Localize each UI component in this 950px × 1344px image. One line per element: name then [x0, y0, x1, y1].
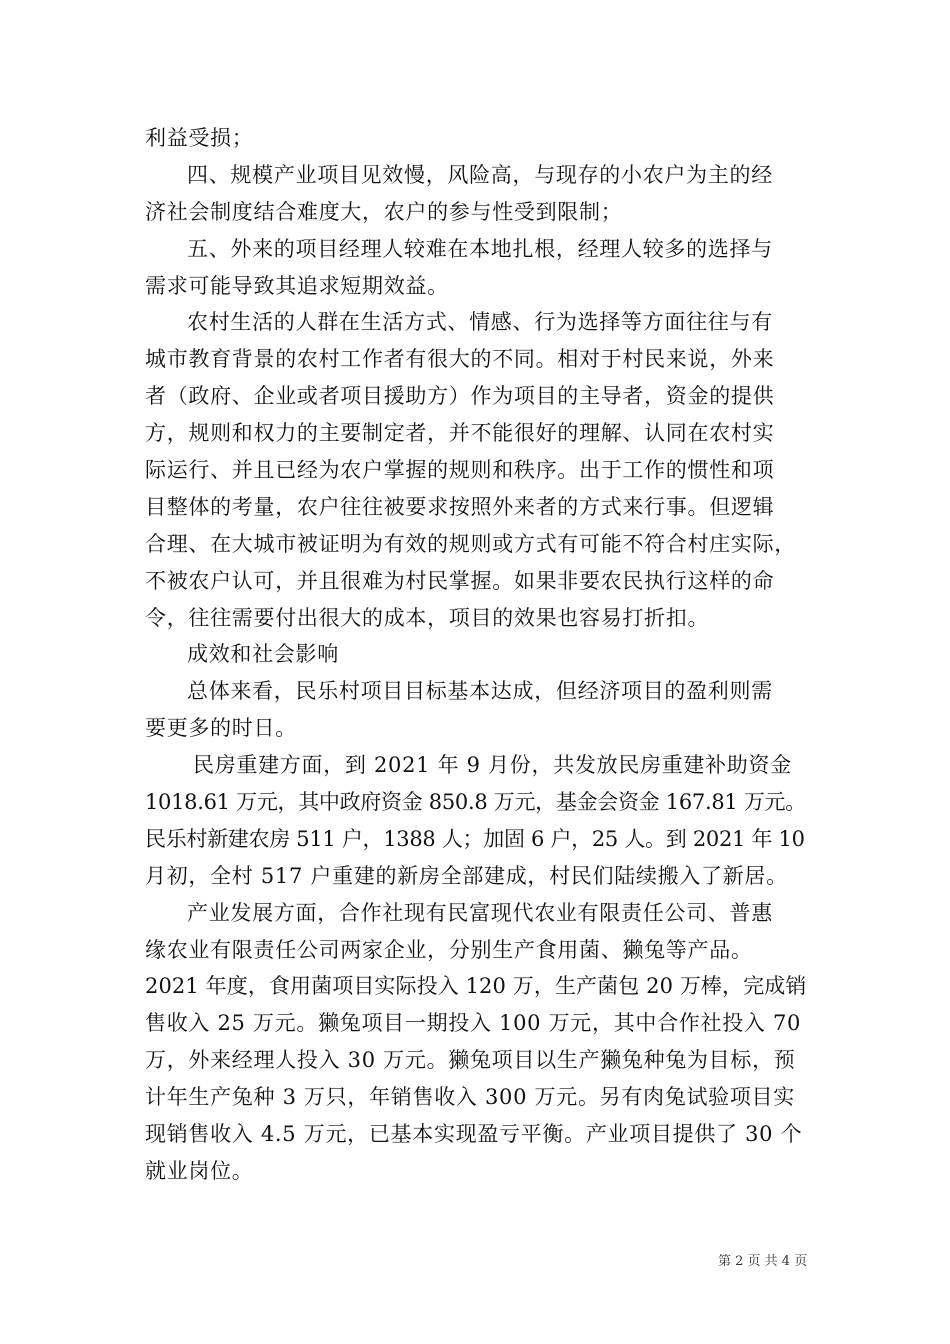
page-number: 第 2 页 共 4 页 [718, 1254, 808, 1269]
text-line: 售收入 25 万元。獭兔项目一期投入 100 万元，其中合作社投入 70 [145, 1011, 802, 1036]
text-line: 要更多的时日。 [145, 716, 297, 741]
text-line: 际运行、并且已经为农户掌握的规则和秩序。出于工作的惯性和项 [145, 458, 775, 483]
text-line: 万，外来经理人投入 30 万元。獭兔项目以生产獭兔种兔为目标，预 [145, 1048, 796, 1073]
text-line: 缘农业有限责任公司两家企业，分别生产食用菌、獭兔等产品。 [145, 937, 753, 962]
text-line: 月初，全村 517 户重建的新房全部建成，村民们陆续搬入了新居。 [145, 863, 788, 888]
text-line: 计年生产兔种 3 万只，年销售收入 300 万元。另有肉兔试验项目实 [145, 1085, 795, 1110]
text-line: 就业岗位。 [145, 1158, 254, 1183]
paragraph-rural-life [145, 304, 810, 636]
paragraph-housing [145, 747, 810, 895]
text-line: 2021 年度，食用菌项目实际投入 120 万，生产菌包 20 万棒，完成销 [145, 974, 807, 999]
text-line: 1018.61 万元，其中政府资金 850.8 万元，基金会资金 167.81 万元。 [145, 790, 806, 815]
text-line: 民房重建方面，到 2021 年 9 月份，共发放民房重建补助资金 [193, 753, 792, 778]
section-heading [145, 636, 810, 673]
text-line: 五、外来的项目经理人较难在本地扎根，经理人较多的选择与 [187, 236, 773, 261]
paragraph-item-five [145, 231, 810, 305]
text-line: 方，规则和权力的主要制定者，并不能很好的理解、认同在农村实 [145, 421, 775, 446]
text-line: 者（政府、企业或者项目援助方）作为项目的主导者，资金的提供 [145, 384, 775, 409]
text-line: 合理、在大城市被证明为有效的规则或方式有可能不符合村庄实际， [145, 531, 796, 556]
paragraph-overview [145, 673, 810, 747]
text-line: 不被农户认可，并且很难为村民掌握。如果非要农民执行这样的命 [145, 568, 775, 593]
paragraph-item-four [145, 157, 810, 231]
text-line: 城市教育背景的农村工作者有很大的不同。相对于村民来说，外来 [145, 347, 775, 372]
section-heading-text: 成效和社会影响 [187, 642, 339, 667]
text-line: 利益受损； [145, 126, 254, 150]
text-line: 产业发展方面，合作社现有民富现代农业有限责任公司、普惠 [187, 900, 773, 925]
text-line: 目整体的考量，农户往往被要求按照外来者的方式来行事。但逻辑 [145, 494, 775, 519]
paragraph-industry [145, 895, 810, 1190]
text-line: 济社会制度结合难度大，农户的参与性受到限制； [145, 199, 623, 224]
text-line: 令，往往需要付出很大的成本，项目的效果也容易打折扣。 [145, 605, 710, 630]
document-body [145, 120, 810, 1190]
text-line: 总体来看，民乐村项目目标基本达成，但经济项目的盈利则需 [187, 679, 773, 704]
text-line: 民乐村新建农房 511 户，1388 人；加固 6 户，25 人。到 2021 年 10 [145, 826, 805, 851]
paragraph-continuation [145, 120, 810, 157]
text-line: 需求可能导致其追求短期效益。 [145, 273, 449, 298]
text-line: 四、规模产业项目见效慢，风险高，与现存的小农户为主的经 [187, 162, 773, 187]
text-line: 现销售收入 4.5 万元，已基本实现盈亏平衡。产业项目提供了 30 个 [145, 1122, 803, 1147]
text-line: 农村生活的人群在生活方式、情感、行为选择等方面往往与有 [187, 310, 773, 335]
